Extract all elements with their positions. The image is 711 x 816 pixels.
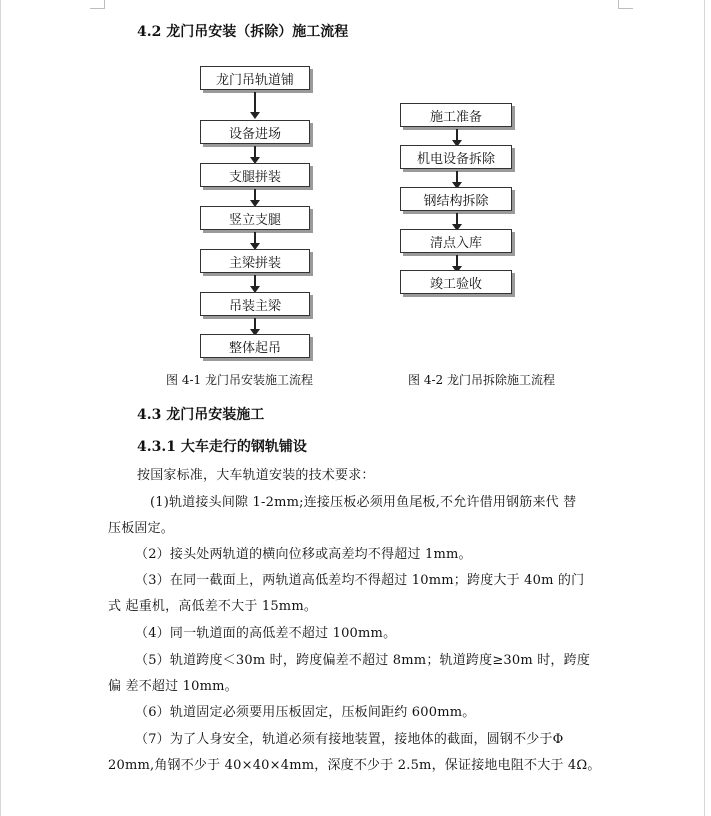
requirement-2: （2）接头处两轨道的横向位移或高差均不得超过 1mm。 [135, 547, 472, 562]
install-arrow-3 [250, 189, 260, 207]
removal-step-2: 机电设备拆除 [400, 145, 512, 169]
section-heading-4-3: 4.3 龙门吊安装施工 [137, 407, 265, 423]
removal-step-4: 清点入库 [400, 229, 512, 253]
install-step-3: 支腿拼装 [200, 163, 310, 187]
removal-step-1: 施工准备 [400, 103, 512, 127]
install-arrow-1 [250, 92, 260, 120]
page-border-left [0, 0, 1, 816]
requirement-3-line-2: 式 起重机，高低差不大于 15mm。 [108, 599, 318, 614]
requirement-3-line-1: （3）在同一截面上，两轨道高低差均不得超过 10mm；跨度大于 40m 的门 [135, 573, 585, 588]
section-heading-4-3-1: 4.3.1 大车走行的钢轨铺设 [137, 439, 307, 455]
requirement-1-line-1: (1)轨道接头间隙 1-2mm;连接压板必须用鱼尾板,不允许借用钢筋来代 替 [150, 495, 577, 510]
install-arrow-4 [250, 232, 260, 250]
install-step-1: 龙门吊轨道铺 [200, 66, 310, 90]
figure-caption-4-2: 图 4-2 龙门吊拆除施工流程 [408, 373, 555, 387]
install-step-6: 吊装主梁 [200, 292, 310, 316]
install-step-2: 设备进场 [200, 120, 310, 144]
install-step-5: 主梁拼装 [200, 249, 310, 273]
page-corner-mark-right [618, 0, 633, 9]
install-arrow-2 [250, 146, 260, 164]
requirement-1-line-2: 压板固定。 [108, 521, 175, 536]
removal-step-3: 钢结构拆除 [400, 187, 512, 211]
section-heading-4-2: 4.2 龙门吊安装（拆除）施工流程 [137, 24, 349, 40]
figure-caption-4-1: 图 4-1 龙门吊安装施工流程 [166, 373, 313, 387]
install-step-4: 竖立支腿 [200, 206, 310, 230]
requirement-7-line-1: （7）为了人身安全，轨道必须有接地装置，接地体的截面，圆钢不少于Φ [135, 732, 564, 747]
install-arrow-5 [250, 275, 260, 293]
intro-paragraph: 按国家标准，大车轨道安装的技术要求： [137, 468, 375, 483]
requirement-5-line-1: （5）轨道跨度＜30m 时，跨度偏差不超过 8mm；轨道跨度≥30m 时，跨度 [135, 653, 591, 668]
requirement-5-line-2: 偏 差不超过 10mm。 [108, 679, 238, 694]
requirement-6: （6）轨道固定必须要用压板固定，压板间距约 600mm。 [135, 705, 476, 720]
page-corner-mark-left [90, 0, 105, 9]
install-step-7: 整体起吊 [200, 334, 310, 358]
page-border-right [704, 0, 705, 816]
requirement-7-line-2: 20mm,角钢不少于 40×40×4mm，深度不少于 2.5m，保证接地电阻不大于 4Ω。 [108, 758, 601, 773]
requirement-4: （4）同一轨道面的高低差不超过 100mm。 [135, 626, 397, 641]
removal-step-5: 竣工验收 [400, 270, 512, 294]
